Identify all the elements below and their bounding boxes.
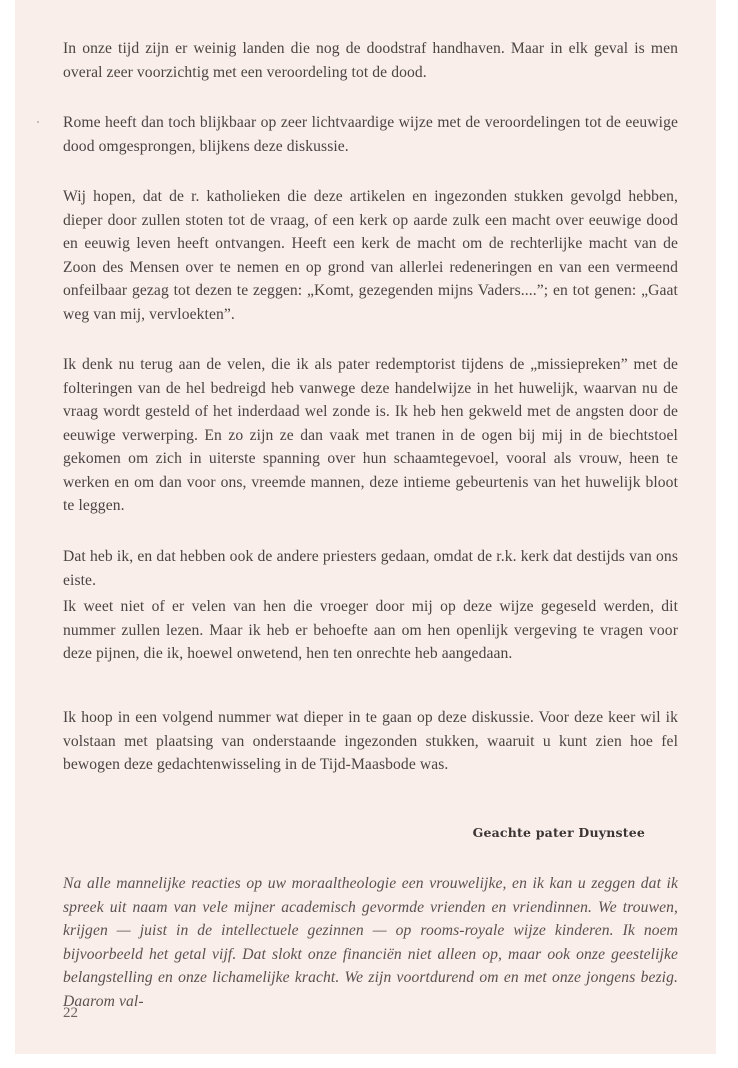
- paragraph-text: In onze tijd zijn er weinig landen die nog de doodstraf handhaven. Maar in elk geval is men overal zeer voorzichtig met een veroordeling tot de dood.: [63, 40, 678, 81]
- paragraph-7: [63, 706, 678, 777]
- paragraph-3: [63, 185, 678, 326]
- paragraph-text: Ik weet niet of er velen van hen die vroeger door mij op deze wijze gegeseld werden, dit nummer zullen lezen. Maar ik heb er behoefte aan om hen openlijk vergeving te vragen voor deze pijnen, die ik, hoewel onwetend, hen ten onrechte heb aangedaan.: [63, 598, 678, 662]
- page-number: 22: [63, 1005, 78, 1021]
- letter-text: Na alle mannelijke reacties op uw moraaltheologie een vrouwelijke, en ik kan u zeggen dat ik spreek uit naam van vele mijner academisch gevormde vrienden en vriendinnen. We trouwen, krijgen — juist in de intellectuele gezinnen — op rooms-royale wijze kinderen. Ik noem bijvoorbeeld het getal vijf. Dat slokt onze financiën niet alleen op, maar ook onze geestelijke belangstelling en onze lichamelijke kracht. We zijn voortdurend om en met onze jongens bezig. Daarom val-: [63, 875, 678, 1010]
- paragraph-text: Rome heeft dan toch blijkbaar op zeer lichtvaardige wijze met de veroordelingen tot de eeuwige dood omgesprongen, blijkens deze diskussie.: [63, 114, 678, 155]
- paragraph-4: [63, 353, 678, 518]
- paragraph-text: Ik hoop in een volgend nummer wat dieper in te gaan op deze diskussie. Voor deze keer wil ik volstaan met plaatsing van onderstaande ingezonden stukken, waaruit u kunt zien hoe fel bewogen deze gedachtenwisseling in de Tijd-Maasbode was.: [63, 709, 678, 773]
- letter-heading: Geachte pater Duynstee: [472, 825, 645, 840]
- paper-speck: [37, 121, 39, 123]
- paragraph-2: [63, 111, 678, 158]
- paragraph-6: [63, 595, 678, 666]
- paragraph-text: Dat heb ik, en dat hebben ook de andere priesters gedaan, omdat de r.k. kerk dat destijds van ons eiste.: [63, 548, 678, 589]
- paragraph-1: [63, 37, 678, 84]
- paragraph-text: Ik denk nu terug aan de velen, die ik als pater redemptorist tijdens de „missiepreken” met de folteringen van de hel bedreigd heb vanwege deze handelwijze in het huwelijk, waarvan nu de vraag wordt gesteld of het inderdaad wel zonde is. Ik heb hen gekweld met de angsten door de eeuwige verwerping. En zo zijn ze dan vaak met tranen in de ogen bij mij in de biechtstoel gekomen om zich in uiterste spanning over hun schaamtegevoel, vooral als vrouw, heen te werken en om dan voor ons, vreemde mannen, deze intieme gebeurtenis van het huwelijk bloot te leggen.: [63, 356, 678, 514]
- paragraph-5: [63, 545, 678, 592]
- paragraph-text: Wij hopen, dat de r. katholieken die deze artikelen en ingezonden stukken gevolgd hebben, dieper door zullen stoten tot de vraag, of een kerk op aarde zulk een macht over eeuwige dood en eeuwig leven heeft ontvangen. Heeft een kerk de macht om de rechterlijke macht van de Zoon des Mensen over te nemen en op grond van allerlei redeneringen en van een vermeend onfeilbaar gezag tot dezen te zeggen: „Komt, gezegenden mijns Vaders....”; en tot genen: „Gaat weg van mij, vervloekten”.: [63, 188, 678, 323]
- letter-body: [63, 872, 678, 1013]
